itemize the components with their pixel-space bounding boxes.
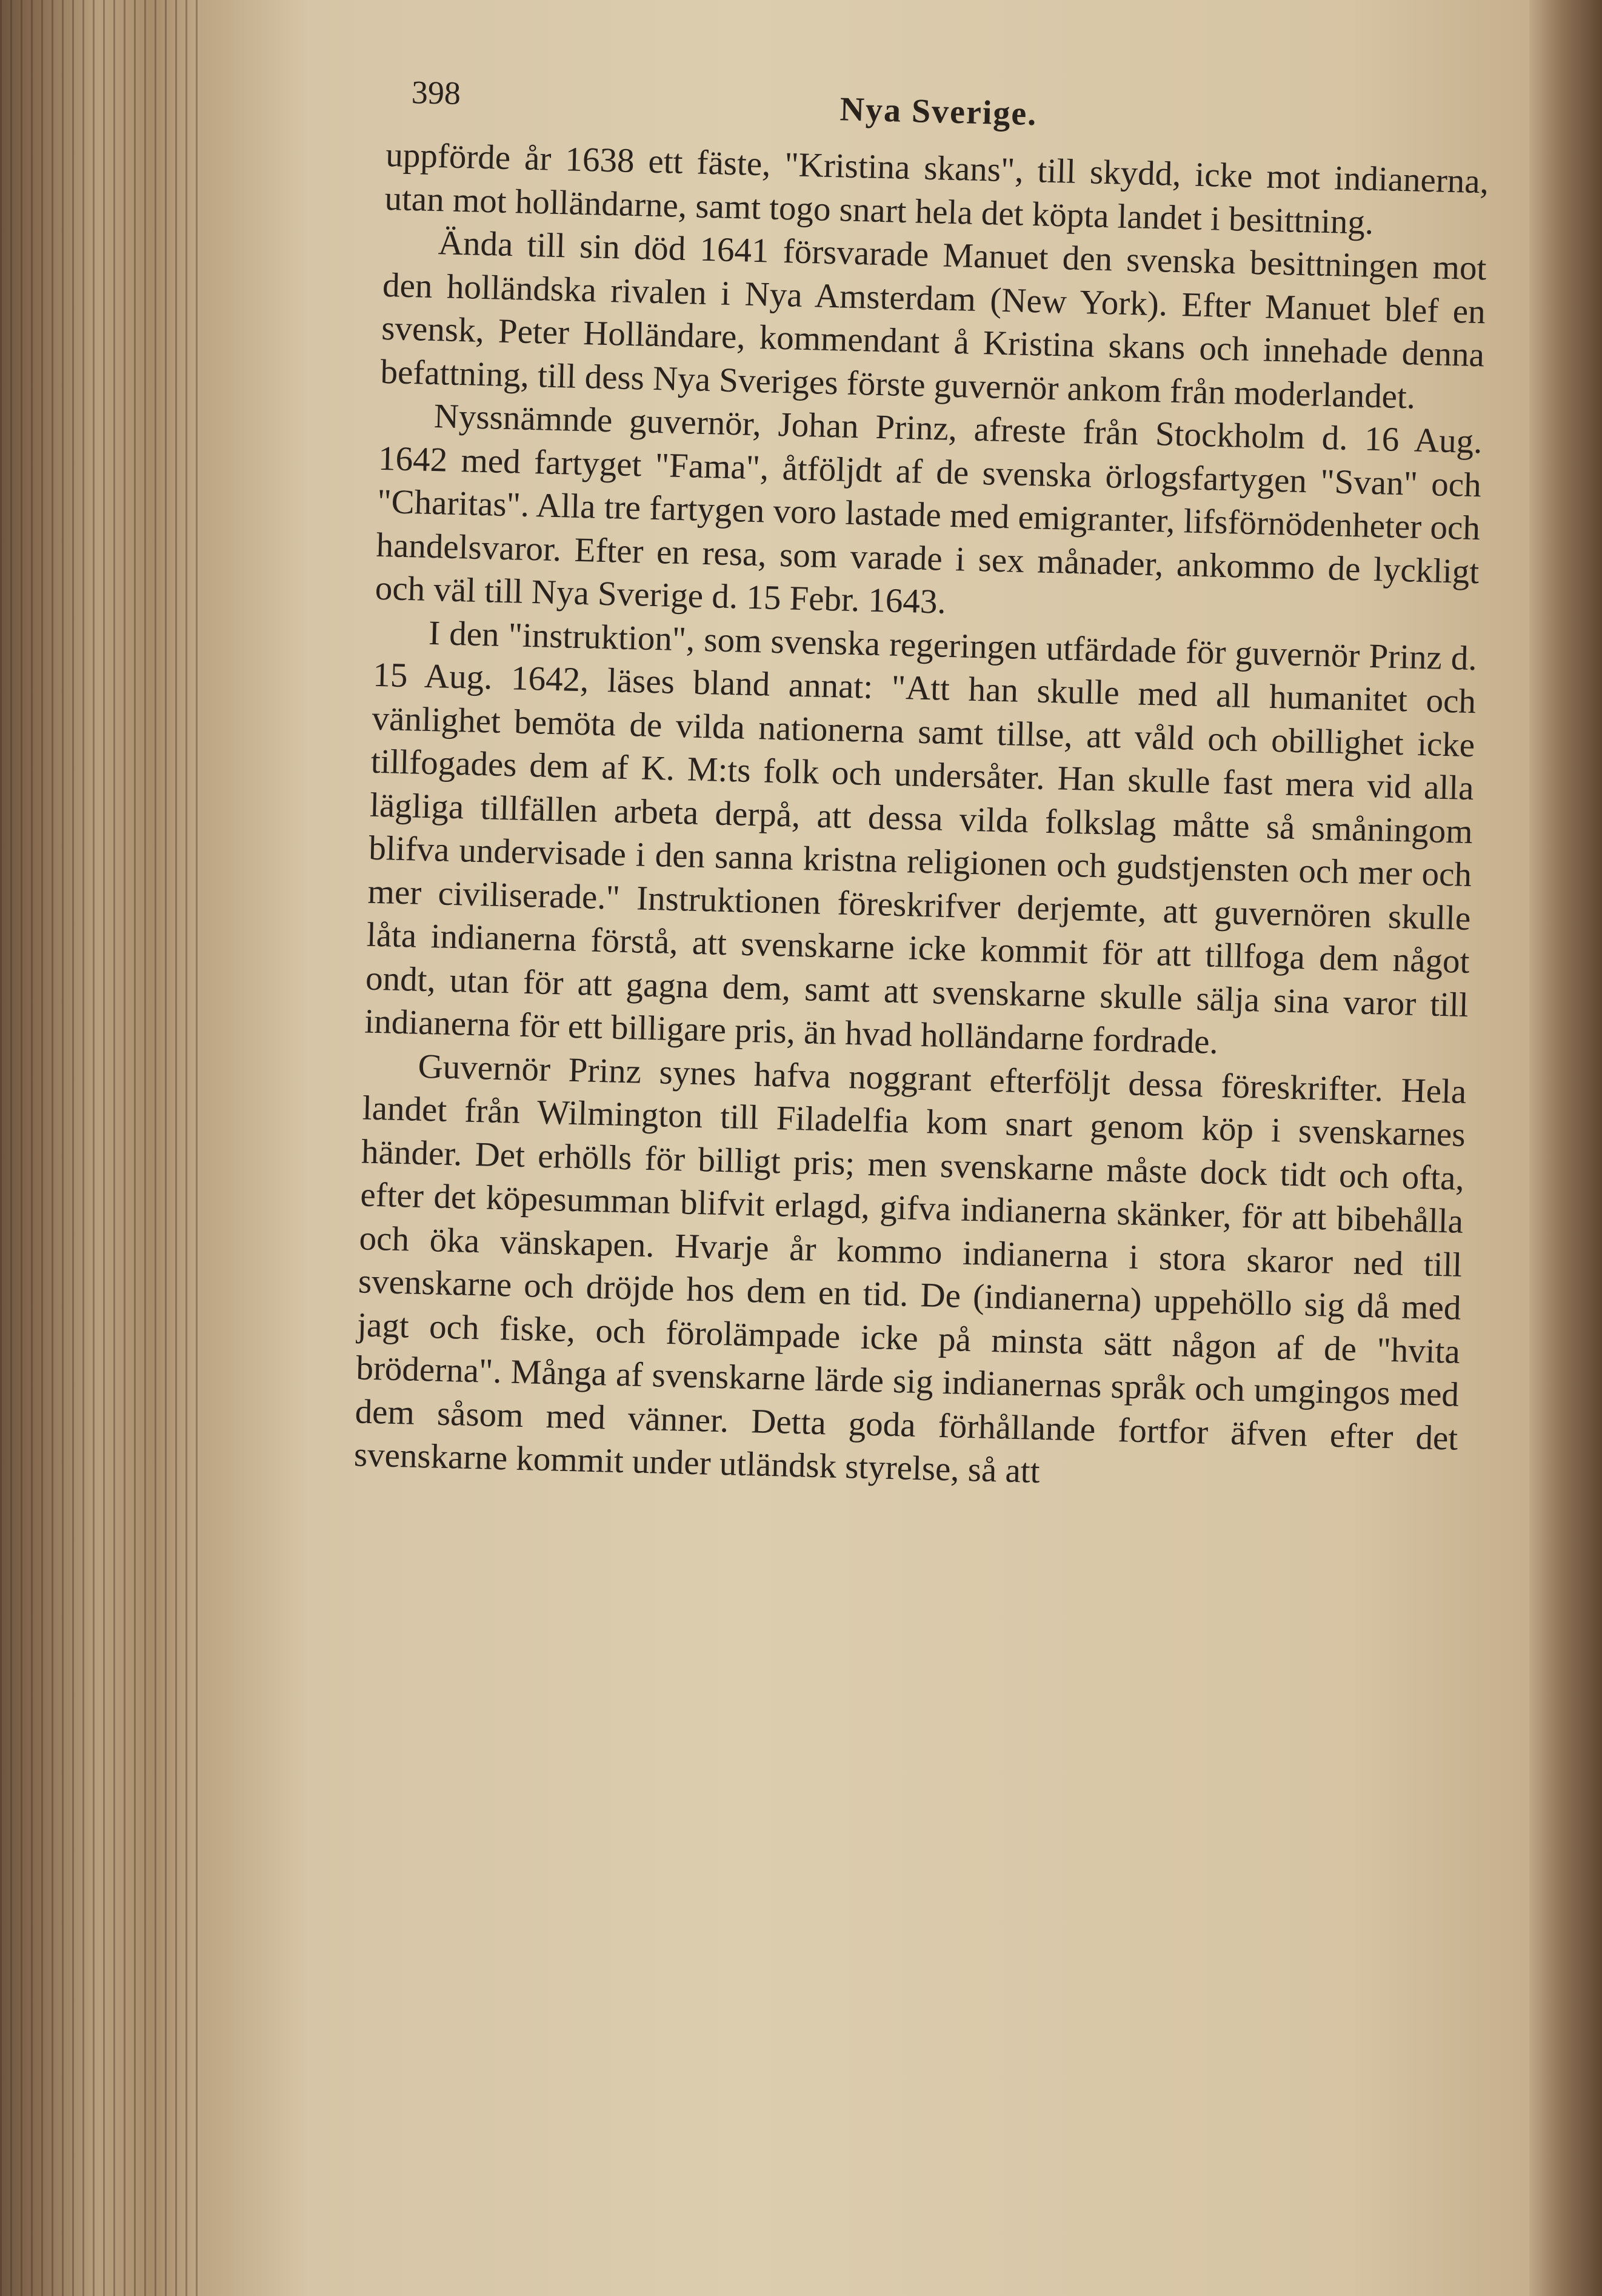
page-stack-edges xyxy=(0,0,206,2296)
paragraph-5: Guvernör Prinz synes hafva noggrant efterföljt dessa föreskrifter. Hela landet från Wilmington till Filadelfia kom snart genom köp i svenskarnes händer. Det erhölls för billigt pris; men svenskarne måste dock tidt och ofta, efter det köpesumman blifvit erlagd, gifva indianerna skänker, för att bibehålla och öka vänskapen. Hvarje år kommo indianerna i stora skaror ned till svenskarne och dröjde hos dem en tid. De (indianerna) uppehöllo sig då med jagt och fiske, och förolämpade icke på minsta sätt någon af de "hvita bröderna". Många af svenskarne lärde sig indianernas språk och umgingos med dem såsom med vänner. Detta goda förhållande fortfor äfven efter det svenskarne kommit under utländsk styrelse, så att xyxy=(353,1047,1467,1490)
paragraph-1: uppförde år 1638 ett fäste, "Kristina skans", till skydd, icke mot indianerna, utan mot holländarne, samt togo snart hela det köpta landet i besittning. xyxy=(384,135,1489,242)
paragraph-4: I den "instruktion", som svenska regeringen utfärdade för guvernör Prinz d. 15 Aug. 1642, läses bland annat: "Att han skulle med all humanitet och vänlighet bemöta de vilda nationerna samt tillse, att våld och obillighet icke tillfogades dem af K. M:ts folk och undersåter. Han skulle fast mera vid alla lägliga tillfällen arbeta derpå, att dessa vilda folkslag måtte så småningom blifva undervisade i den sanna kristna religionen och gudstjensten och mer och mer civiliserade." Instruktionen föreskrifver derjemte, att guvernören skulle låta indianerna förstå, att svenskarne icke kommit för att tillfoga dem något ondt, utan för att gagna dem, samt att svenskarne skulle sälja sina varor till indianerna för ett billigare pris, än hvad holländarne fordrade. xyxy=(364,613,1478,1061)
running-head: Nya Sverige. xyxy=(839,90,1038,133)
paragraph-2: Ända till sin död 1641 försvarade Manuet den svenska besittningen mot den holländska rivalen i Nya Amsterdam (New York). Efter Manuet blef en svensk, Peter Holländare, kommendant å Kristina skans och innehade denna befattning, till dess Nya Sveriges förste guvernör ankom från moderlandet. xyxy=(379,224,1487,416)
book-page xyxy=(353,67,1490,1503)
right-page-edge xyxy=(1529,0,1602,2296)
paragraph-3: Nyssnämnde guvernör, Johan Prinz, afreste från Stockholm d. 16 Aug. 1642 med fartyget "Fama", åtföljdt af de svenska örlogsfartygen "Svan" och "Charitas". Alla tre fartygen voro lastade med emigranter, lifsförnödenheter och handelsvaror. Efter en resa, som varade i sex månader, ankommo de lyckligt och väl till Nya Sverige d. 15 Febr. 1643. xyxy=(375,397,1483,621)
page-number: 398 xyxy=(411,73,461,112)
